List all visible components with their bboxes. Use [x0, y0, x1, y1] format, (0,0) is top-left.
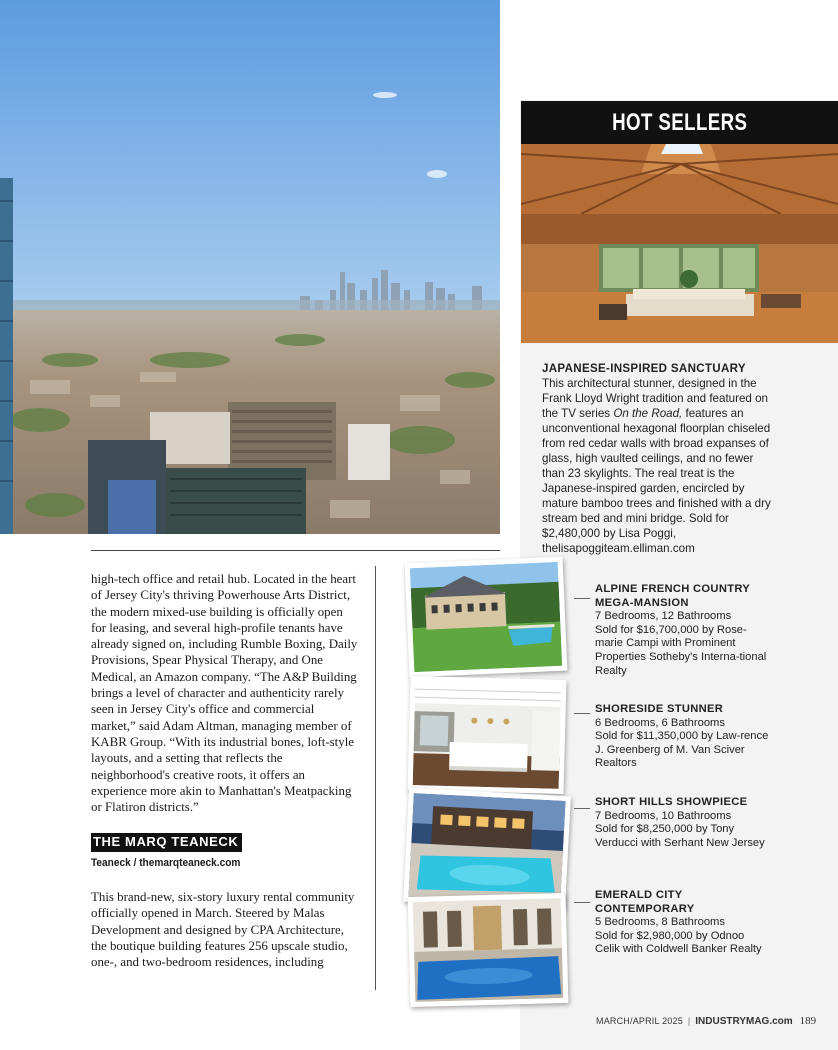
- listing-3-rooms: 7 Bedrooms, 10 Bathrooms: [595, 809, 732, 822]
- listing-photo-4: [408, 893, 569, 1007]
- listing-2: [595, 703, 770, 771]
- hot-sellers-title: HOT SELLERS: [611, 108, 748, 136]
- listing-2-title: SHORESIDE STUNNER: [595, 703, 724, 715]
- hot-sellers-header: [521, 101, 838, 144]
- listing-4-rooms: 5 Bedrooms, 8 Bathrooms: [595, 916, 725, 929]
- listing-2-sold: Sold for $11,350,000 by Law-rence J. Greenberg of M. Van Sciver Realtors: [595, 730, 769, 770]
- listing-photo-3: [403, 788, 571, 910]
- listing-4-title: EMERALD CITY CONTEMPORARY: [595, 889, 695, 915]
- listing-3-sold: Sold for $8,250,000 by Tony Verducci with Serhant New Jersey: [595, 823, 765, 849]
- listing-3: [595, 796, 770, 850]
- listing-2-rooms: 6 Bedrooms, 6 Bathrooms: [595, 716, 725, 729]
- listing-3-title: SHORT HILLS SHOWPIECE: [595, 796, 748, 808]
- listing-1: [595, 583, 770, 678]
- feature-body-start: This architectural stunner, designed in the Frank Lloyd Wright tradition and featured on the TV series: [542, 377, 768, 420]
- article-byline: Teaneck / themarqteaneck.com: [91, 856, 241, 869]
- listing-4: [595, 889, 770, 957]
- feature-show-name: On the Road,: [613, 407, 683, 420]
- footer-site-link[interactable]: INDUSTRYMAG.com: [695, 1015, 793, 1027]
- article-top-rule: [91, 550, 500, 551]
- listing-photo-2: [408, 676, 567, 794]
- feature-body-end: features an unconventional hexagonal floorplan chiseled from red cedar walls with broad expanses of glass, high vaulted ceilings, and no fewer than 23 skylights. The real treat is the Japanese-inspired garden, encircled by mature bamboo trees and finished with a dry stream bed and mini bridge. Sold for $2,480,000 by Lisa Poggi, thelisapoggiteam.elliman.com: [542, 407, 771, 555]
- listing-1-sold: Sold for $16,700,000 by Rose-marie Campi with Prominent Properties Sotheby's Interna-tional Realty: [595, 623, 767, 677]
- article-column: [91, 571, 361, 971]
- listing-4-sold: Sold for $2,980,000 by Odnoo Celik with Coldwell Banker Realty: [595, 929, 762, 956]
- hero-city-photo: [0, 0, 500, 534]
- listing-leader-4: [574, 902, 590, 903]
- listing-leader-3: [574, 808, 590, 809]
- column-divider: [375, 566, 376, 990]
- footer-separator: |: [687, 1016, 691, 1026]
- page-number: 189: [799, 1015, 817, 1027]
- sidebar-top-whitespace: [500, 0, 838, 100]
- listing-photo-1: [405, 557, 568, 678]
- listing-1-title: ALPINE FRENCH COUNTRY MEGA-MANSION: [595, 583, 750, 609]
- listing-1-rooms: 7 Bedrooms, 12 Bathrooms: [595, 610, 732, 623]
- feature-title: JAPANESE-INSPIRED SANCTUARY: [542, 362, 746, 375]
- article-paragraph-1: high-tech office and retail hub. Located in the heart of Jersey City's thriving Powerhouse Arts District, the modern mixed-use building is officially open for leasing, and several high-profile tenants have already signed on, including Rumble Boxing, Daily Provisions, Spear Physical Therapy, and One Medical, an Amazon company. “The A&P Building brings a level of character and authenticity rarely seen in Jersey City's office and commercial market,” said Adam Altman, managing member of KABR Group. “With its industrial bones, loft-style layouts, and a setting that reflects the neighborhood's creative roots, it offers an experience more akin to Manhattan's Meatpacking or Flatiron districts.”: [91, 572, 358, 815]
- listing-leader-1: [574, 598, 590, 599]
- article-paragraph-2: This brand-new, six-story luxury rental community officially opened in March. Steered by Malas Development and designed by CPA Architecture, the boutique building features 256 upscale studio, one-, and two-bedroom residences, including: [91, 890, 355, 970]
- feature-listing-text: [542, 361, 778, 556]
- feature-interior-photo: [521, 144, 838, 343]
- footer-issue-date: MARCH/APRIL 2025: [596, 1016, 683, 1026]
- listing-leader-2: [574, 713, 590, 714]
- page-footer: [596, 1015, 816, 1027]
- article-subhead: THE MARQ TEANECK: [91, 833, 242, 851]
